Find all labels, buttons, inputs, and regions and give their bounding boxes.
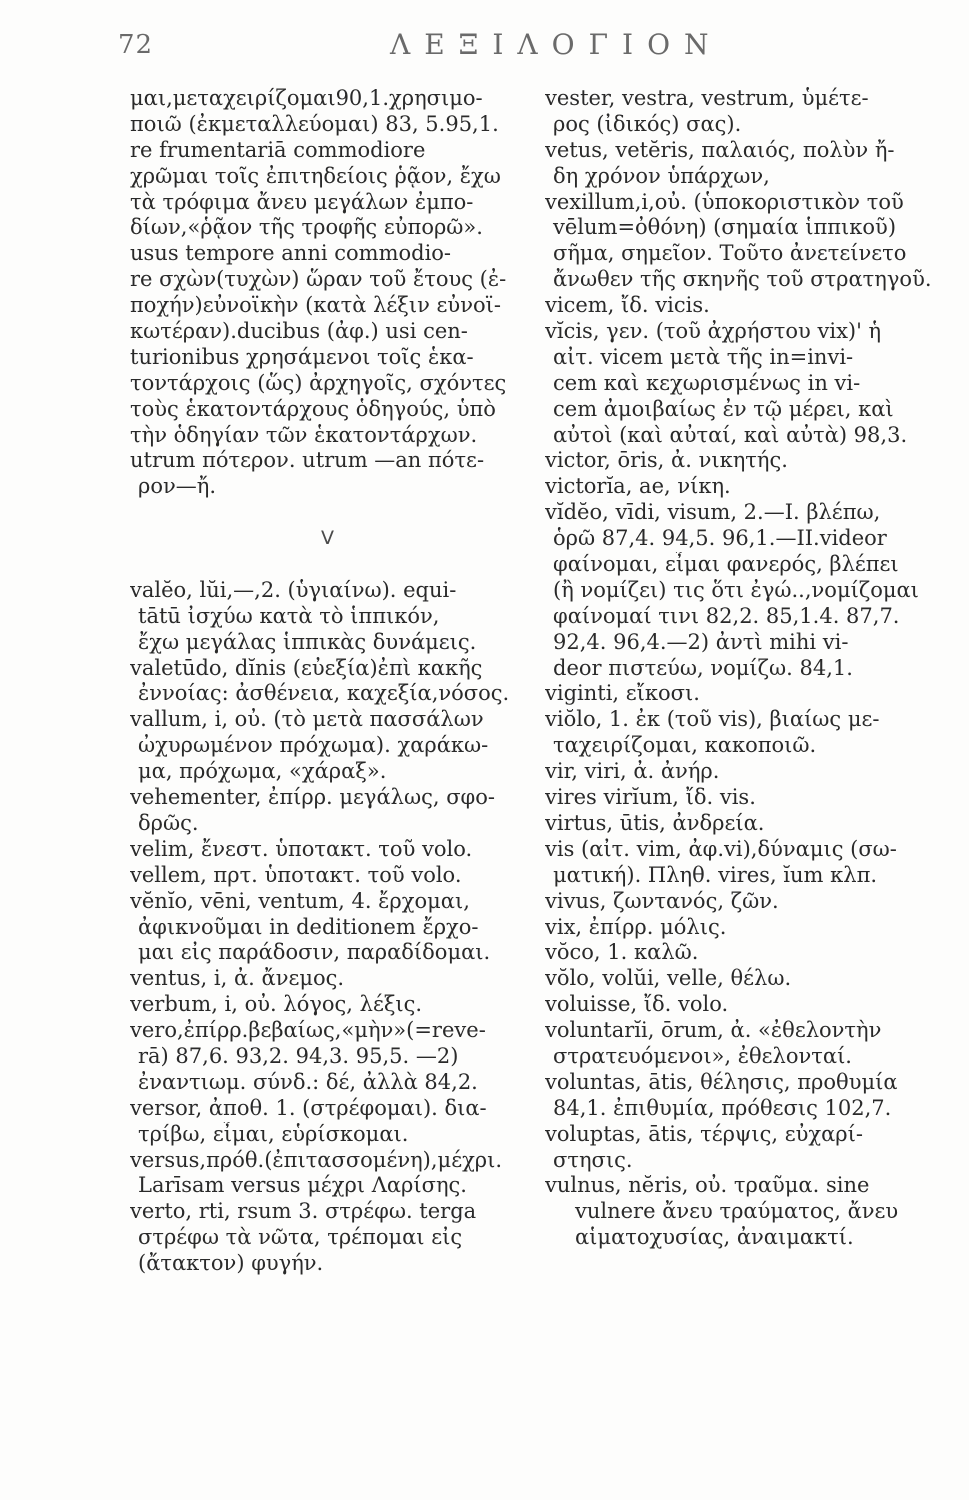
running-title: ΛΕΞΙΛΟΓΙΟΝ bbox=[390, 28, 723, 61]
dictionary-line: vĭcis, γεν. (τοῦ ἀχρήστου vix)' ἡ bbox=[545, 319, 882, 344]
left-column bbox=[130, 86, 525, 1277]
dictionary-line: δρῶς. bbox=[138, 810, 199, 835]
dictionary-line: vĕnĭo, vēni, ventum, 4. ἔρχομαι, bbox=[130, 888, 470, 913]
dictionary-line: vulnere ἄνευ τραύματος, ἄνευ bbox=[575, 1199, 899, 1224]
dictionary-line: δη χρόνον ὑπάρχων, bbox=[553, 163, 770, 188]
dictionary-line: ἐναντιωμ. σύνδ.: δέ, ἀλλὰ 84,2. bbox=[138, 1069, 478, 1094]
dictionary-line: τὰ τρόφιμα ἄνευ μεγάλων ἐμπο- bbox=[130, 189, 474, 214]
blank-line bbox=[130, 500, 525, 526]
dictionary-line: vester, vestra, vestrum, ὑμέτε- bbox=[545, 86, 869, 110]
dictionary-line: vivus, ζωντανός, ζῶν. bbox=[545, 888, 779, 913]
dictionary-line: velim, ἔνεστ. ὑποτακτ. τοῦ volo. bbox=[130, 836, 473, 861]
dictionary-line: μαι εἰς παράδοσιν, παραδίδομαι. bbox=[138, 940, 491, 965]
dictionary-line: vires virĭum, ἴδ. vis. bbox=[545, 785, 756, 810]
dictionary-line: σῆμα, σημεῖον. Τοῦτο ἀνετείνετο bbox=[553, 241, 907, 266]
dictionary-line: voluisse, ἴδ. volo. bbox=[545, 992, 729, 1017]
dictionary-line: re σχὼν(τυχὼν) ὥραν τοῦ ἔτους (ἐ- bbox=[130, 267, 507, 292]
dictionary-line: verto, rti, rsum 3. στρέφω. terga bbox=[130, 1199, 477, 1224]
dictionary-line: versor, ἀποθ. 1. (στρέφομαι). δια- bbox=[130, 1095, 487, 1120]
dictionary-line: vallum, i, οὐ. (τὸ μετὰ πασσάλων bbox=[130, 707, 484, 732]
dictionary-line: μαι,μεταχειρίζομαι90,1.χρησιμο- bbox=[130, 86, 483, 110]
dictionary-line: 84,1. ἐπιθυμία, πρόθεσις 102,7. bbox=[553, 1095, 892, 1120]
dictionary-line: τοὺς ἑκατοντάρχους ὁδηγούς, ὑπὸ bbox=[130, 396, 496, 421]
dictionary-line: tātū ἰσχύω κατὰ τὸ ἱππικόν, bbox=[138, 603, 440, 628]
dictionary-line: vis (αἰτ. vim, ἀφ.vi),δύναμις (σω- bbox=[545, 836, 897, 861]
dictionary-line: ποχήν)εὐνοϊκὴν (κατὰ λέξιν εὐνοϊ- bbox=[130, 293, 501, 318]
dictionary-line: vehementer, ἐπίρρ. μεγάλως, σφο- bbox=[130, 785, 495, 810]
dictionary-line: vetus, vetĕris, παλαιός, πολὺν ἤ- bbox=[545, 137, 895, 162]
dictionary-line: re frumentariā commodiore bbox=[130, 137, 426, 162]
dictionary-line: ὁρῶ 87,4. 94,5. 96,1.—II.videor bbox=[553, 526, 887, 551]
dictionary-line: vulnus, nĕris, οὐ. τραῦμα. sine bbox=[545, 1173, 870, 1198]
dictionary-line: vicem, ἴδ. vicis. bbox=[545, 293, 710, 318]
dictionary-line: (ἢ νομίζει) τις ὅτι ἐγώ..,νομίζομαι bbox=[553, 577, 919, 602]
dictionary-line: vēlum=ὀθόνη) (σημαία ἱππικοῦ) bbox=[553, 215, 897, 240]
dictionary-line: αἱματοχυσίας, ἀναιμακτί. bbox=[575, 1225, 854, 1250]
dictionary-line: vero,ἐπίρρ.βεβαίως,«μὴν»(=reve- bbox=[130, 1018, 486, 1043]
page-header bbox=[0, 22, 969, 62]
dictionary-line: vŏlo, volŭi, velle, θέλω. bbox=[545, 966, 792, 991]
dictionary-line: μα, πρόχωμα, «χάραξ». bbox=[138, 759, 387, 784]
dictionary-line: στησις. bbox=[553, 1147, 633, 1172]
dictionary-line: αἰτ. vicem μετὰ τῆς in=invi- bbox=[553, 344, 854, 369]
dictionary-line: viŏlo, 1. ἐκ (τοῦ vis), βιαίως με- bbox=[545, 707, 880, 732]
dictionary-line: ἄνωθεν τῆς σκηνῆς τοῦ στρατηγοῦ. bbox=[553, 267, 932, 292]
dictionary-line: ρον—ἤ. bbox=[138, 474, 217, 499]
dictionary-line: Larīsam versus μέχρι Λαρίσης. bbox=[138, 1173, 467, 1198]
dictionary-line: cem ἀμοιβαίως ἐν τῷ μέρει, καὶ bbox=[553, 396, 894, 421]
dictionary-line: deor πιστεύω, νομίζω. 84,1. bbox=[553, 655, 853, 680]
dictionary-line: valĕo, lŭi,—,2. (ὑγιαίνω). equi- bbox=[130, 577, 457, 602]
dictionary-line: vŏco, 1. καλῶ. bbox=[545, 940, 699, 965]
dictionary-line: utrum πότερον. utrum —an πότε- bbox=[130, 448, 485, 473]
dictionary-line: φαίνομαί τινι 82,2. 85,1.4. 87,7. bbox=[553, 603, 900, 628]
dictionary-line: τὴν ὁδηγίαν τῶν ἑκατοντάρχων. bbox=[130, 422, 478, 447]
dictionary-line: ἔχω μεγάλας ἱππικὰς δυνάμεις. bbox=[138, 629, 477, 654]
dictionary-line: αὐτοὶ (καὶ αὐταί, καὶ αὐτὰ) 98,3. bbox=[553, 422, 908, 447]
dictionary-line: vĭdĕo, vīdi, visum, 2.—I. βλέπω, bbox=[545, 500, 881, 525]
page-number: 72 bbox=[118, 30, 154, 60]
dictionary-line: δίων,«ῥᾷον τῆς τροφῆς εὐπορῶ». bbox=[130, 215, 483, 240]
dictionary-line: usus tempore anni commodio- bbox=[130, 241, 452, 266]
dictionary-line: cem καὶ κεχωρισμένως in vi- bbox=[553, 370, 861, 395]
dictionary-line: ἀφικνοῦμαι in deditionem ἔρχο- bbox=[138, 914, 479, 939]
dictionary-line: φαίνομαι, εἶμαι φανερός, βλέπει bbox=[553, 552, 899, 577]
dictionary-line: valetūdo, dĭnis (εὐεξία)ἐπὶ κακῆς bbox=[130, 655, 483, 680]
dictionary-line: ventus, i, ἀ. ἄνεμος. bbox=[130, 966, 345, 991]
blank-line bbox=[130, 552, 525, 578]
dictionary-line: στρέφω τὰ νῶτα, τρέπομαι εἰς bbox=[138, 1225, 463, 1250]
dictionary-line: ὠχυρωμένον πρόχωμα). χαράκω- bbox=[138, 733, 489, 758]
dictionary-line: turionibus χρησάμενοι τοῖς ἑκα- bbox=[130, 344, 474, 369]
dictionary-line: victor, ōris, ἀ. νικητής. bbox=[545, 448, 788, 473]
dictionary-line: (ἄτακτον) φυγήν. bbox=[138, 1251, 324, 1276]
dictionary-line: στρατευόμενοι», ἐθελονταί. bbox=[553, 1043, 852, 1068]
section-letter: V bbox=[321, 527, 334, 550]
dictionary-line: ταχειρίζομαι, κακοποιῶ. bbox=[553, 733, 817, 758]
dictionary-line: ποιῶ (ἐκμεταλλεύομαι) 83, 5.95,1. bbox=[130, 111, 499, 136]
dictionary-line: voluntas, ātis, θέλησις, προθυμία bbox=[545, 1069, 898, 1094]
dictionary-line: ματική). Πληθ. vires, ĭum κλπ. bbox=[553, 862, 878, 887]
dictionary-line: vellem, πρτ. ὑποτακτ. τοῦ volo. bbox=[130, 862, 462, 887]
dictionary-line: verbum, i, οὐ. λόγος, λέξις. bbox=[130, 992, 423, 1017]
dictionary-line: χρῶμαι τοῖς ἐπιτηδείοις ῥᾷον, ἔχω bbox=[130, 163, 501, 188]
dictionary-line: vix, ἐπίρρ. μόλις. bbox=[545, 914, 727, 939]
dictionary-line: τρίβω, εἶμαι, εὑρίσκομαι. bbox=[138, 1121, 409, 1146]
dictionary-line: ρος (ἰδικός) σας). bbox=[553, 111, 742, 136]
dictionary-line: virtus, ūtis, ἀνδρεία. bbox=[545, 810, 765, 835]
dictionary-line: rā) 87,6. 93,2. 94,3. 95,5. —2) bbox=[138, 1043, 459, 1068]
dictionary-line: 92,4. 96,4.—2) ἀντὶ mihi vi- bbox=[553, 629, 849, 654]
dictionary-line: voluptas, ātis, τέρψις, εὐχαρί- bbox=[545, 1121, 863, 1146]
dictionary-line: τοντάρχοις (ὥς) ἀρχηγοῖς, σχόντες bbox=[130, 370, 507, 395]
dictionary-line: voluntarĭi, ōrum, ἀ. «ἐθελοντὴν bbox=[545, 1018, 882, 1043]
dictionary-line: vir, viri, ἀ. ἀνήρ. bbox=[545, 759, 720, 784]
dictionary-line: κωτέραν).ducibus (ἀφ.) usi cen- bbox=[130, 319, 468, 344]
dictionary-line: versus,πρόθ.(ἐπιτασσομένη),μέχρι. bbox=[130, 1147, 503, 1172]
right-column bbox=[545, 86, 950, 1251]
dictionary-line: vexillum,i,οὐ. (ὑποκοριστικὸν τοῦ bbox=[545, 189, 904, 214]
dictionary-line: viginti, εἴκοσι. bbox=[545, 681, 700, 706]
dictionary-line: ἐννοίας: ἀσθένεια, καχεξία,νόσος. bbox=[138, 681, 510, 706]
dictionary-line: victorĭa, ae, νίκη. bbox=[545, 474, 731, 499]
